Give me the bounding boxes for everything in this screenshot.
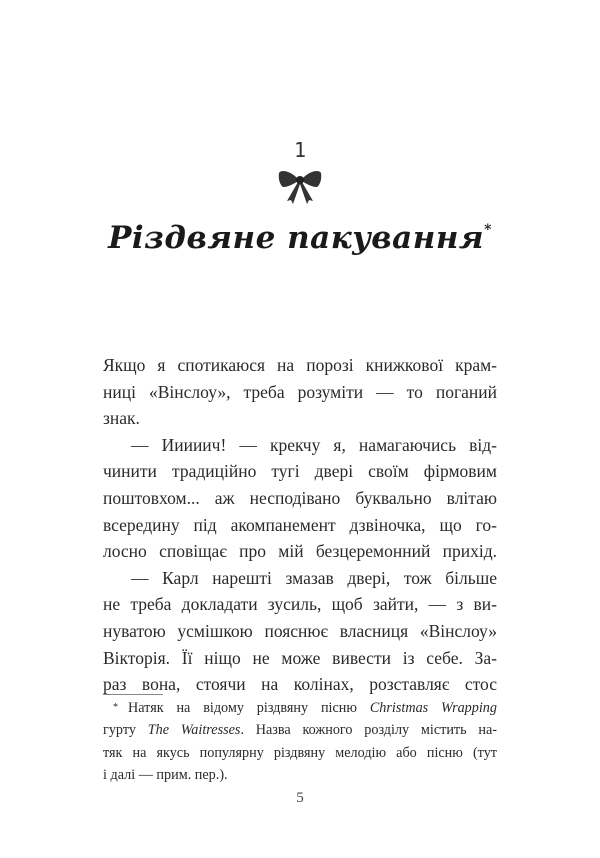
footnote-line: і далі — прим. пер.).: [103, 766, 228, 783]
chapter-title: [0, 220, 600, 256]
text-line: — Ииииич! — крекчу я, намагаючись від-: [131, 434, 497, 455]
footnote-marker: *: [113, 702, 118, 713]
text-line: нуватою усмішкою пояснює власниця «Вінслоу»: [103, 620, 497, 641]
song-title: Christmas Wrapping: [369, 700, 497, 716]
footnote: [103, 697, 497, 786]
footnote-marker: *: [484, 222, 492, 238]
text-line: Вікторія. Її ніщо не може вивести із себе. За-: [103, 647, 497, 668]
text-line: не треба докладати зусиль, щоб зайти, — з ви-: [103, 594, 497, 615]
text-line: всередину під акомпанемент дзвіночка, що го-: [103, 514, 497, 535]
text-line: раз вона, стоячи на колінах, розставляє стос: [103, 674, 497, 695]
chapter-number: 1: [293, 138, 307, 162]
footnote-divider: [103, 694, 163, 695]
footnote-line: [103, 719, 497, 741]
bow-icon: [277, 167, 323, 207]
footnote-line: [103, 697, 497, 719]
chapter-title-text: Різдвяне пакування: [108, 220, 485, 256]
footnote-line: тяк на якусь популярну різдвяну мелодію або пісню (тут: [103, 744, 497, 761]
text-line: чинити традиційно тугі двері своїм фірмовим: [103, 461, 497, 482]
text-line: лосно сповіщає про мій безцеремонний прихід.: [103, 541, 497, 562]
text-line: Якщо я спотикаюся на порозі книжкової крам-: [103, 355, 497, 375]
band-name: The Waitresses: [147, 722, 241, 739]
text-line: — Карл нарешті змазав двері, тож більше: [131, 567, 497, 588]
footnote-text: . Назва кожного розділу містить на-: [240, 722, 497, 739]
text-line: ниці «Вінслоу», треба розуміти — то поганий: [103, 381, 497, 402]
text-line: поштовхом... аж несподівано буквально влітаю: [103, 487, 497, 508]
page-number: 5: [296, 790, 304, 806]
footnote-text: гурту: [103, 722, 148, 739]
text-line: знак.: [103, 408, 140, 429]
body-text: [103, 352, 497, 698]
footnote-text: Натяк на відому різдвяну пісню: [128, 700, 370, 716]
